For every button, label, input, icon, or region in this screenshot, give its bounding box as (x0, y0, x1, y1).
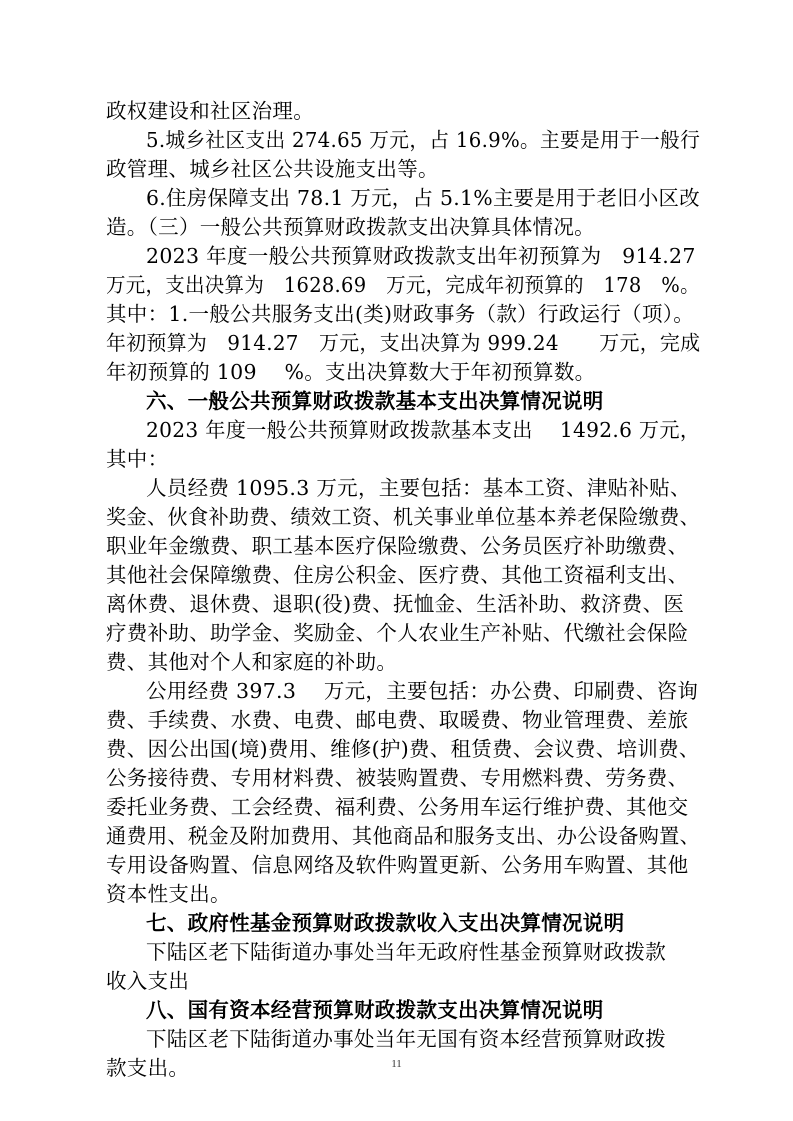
text-line: 其中： (106, 447, 169, 471)
text-line: 政管理、城乡社区公共设施支出等。 (106, 157, 439, 181)
text-line: 通费用、税金及附加费用、其他商品和服务支出、办公设备购置、 (106, 824, 701, 848)
text-line: 6.住房保障支出 78.1 万元，占 5.1%主要是用于老旧小区改 (146, 186, 700, 210)
text-line: 5.城乡社区支出 274.65 万元，占 16.9%。主要是用于一般行 (146, 128, 701, 152)
text-line: 公用经费 397.3 万元，主要包括：办公费、印刷费、咨询 (146, 679, 699, 703)
text-line: 款支出。 (106, 1056, 190, 1080)
text-line: 政权建设和社区治理。 (106, 99, 314, 123)
section-heading-7: 七、政府性基金预算财政拨款收入支出决算情况说明 (146, 911, 625, 935)
section-heading-8: 八、国有资本经营预算财政拨款支出决算情况说明 (146, 998, 604, 1022)
text-line: 公务接待费、专用材料费、被装购置费、专用燃料费、劳务费、 (106, 766, 689, 790)
text-line: 2023 年度一般公共预算财政拨款支出年初预算为 914.27 (146, 244, 696, 268)
text-line: 委托业务费、工会经费、福利费、公务用车运行维护费、其他交 (106, 795, 689, 819)
text-line: 职业年金缴费、职工基本医疗保险缴费、公务员医疗补助缴费、 (106, 534, 689, 558)
text-line: 下陆区老下陆街道办事处当年无国有资本经营预算财政拨 (146, 1027, 666, 1051)
text-line: 万元，支出决算为 1628.69 万元，完成年初预算的 178 %。 (106, 273, 700, 297)
text-line: 年初预算的 109 %。支出决算数大于年初预算数。 (106, 360, 596, 384)
text-line: 疗费补助、助学金、奖励金、个人农业生产补贴、代缴社会保险 (106, 621, 689, 645)
text-line: 费、因公出国(境)费用、维修(护)费、租赁费、会议费、培训费、 (106, 737, 700, 761)
section-heading-6: 六、一般公共预算财政拨款基本支出决算情况说明 (146, 389, 604, 413)
text-line: 奖金、伙食补助费、绩效工资、机关事业单位基本养老保险缴费、 (106, 505, 701, 529)
text-line: 资本性支出。 (106, 882, 231, 906)
text-line: 下陆区老下陆街道办事处当年无政府性基金预算财政拨款 (146, 940, 666, 964)
text-line: 费、其他对个人和家庭的补助。 (106, 650, 398, 674)
page-number: 11 (391, 1058, 402, 1070)
text-line: 离休费、退休费、退职(役)费、抚恤金、生活补助、救济费、医 (106, 592, 685, 616)
text-line: 费、手续费、水费、电费、邮电费、取暖费、物业管理费、差旅 (106, 708, 689, 732)
text-line: 专用设备购置、信息网络及软件购置更新、公务用车购置、其他 (106, 853, 689, 877)
text-line: 其他社会保障缴费、住房公积金、医疗费、其他工资福利支出、 (106, 563, 689, 587)
text-line: 人员经费 1095.3 万元，主要包括：基本工资、津贴补贴、 (146, 476, 691, 500)
text-line: 2023 年度一般公共预算财政拨款基本支出 1492.6 万元， (146, 418, 701, 442)
text-line: 年初预算为 914.27 万元，支出决算为 999.24 万元，完成 (106, 331, 701, 355)
text-line: 收入支出 (106, 969, 190, 993)
text-line: 其中：1.一般公共服务支出(类)财政事务（款）行政运行（项）。 (106, 302, 695, 326)
text-line: 造。（三）一般公共预算财政拨款支出决算具体情况。 (106, 215, 595, 239)
